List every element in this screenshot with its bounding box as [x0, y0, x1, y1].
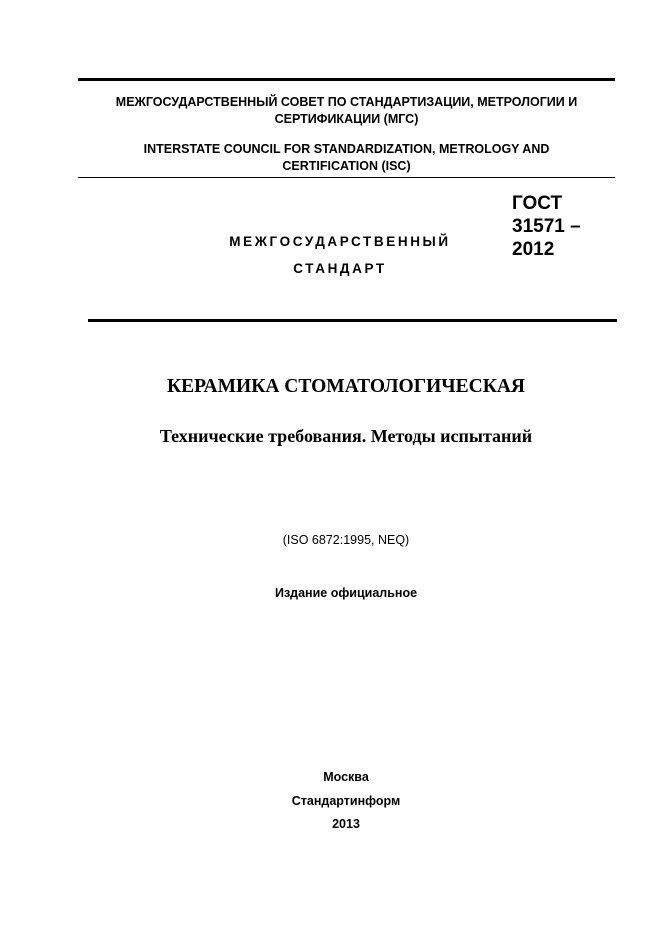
standard-type-label-line-2: СТАНДАРТ [293, 261, 387, 276]
imprint-city: Москва [323, 770, 369, 784]
middle-divider [78, 177, 615, 178]
council-name-russian [78, 94, 615, 128]
council-en-line-1: INTERSTATE COUNCIL FOR STANDARDIZATION, METROLOGY AND [143, 142, 550, 156]
bottom-divider [88, 319, 617, 322]
council-ru-line-2: СЕРТИФИКАЦИИ (МГС) [274, 112, 419, 126]
council-en-line-2: CERTIFICATION (ISC) [282, 159, 411, 173]
document-title: КЕРАМИКА СТОМАТОЛОГИЧЕСКАЯ [166, 376, 525, 397]
top-divider [78, 78, 615, 81]
imprint-year: 2013 [332, 817, 360, 831]
standard-type-label-line-1: МЕЖГОСУДАРСТВЕННЫЙ [229, 234, 451, 249]
gost-designation-line-2: 31571 – [512, 216, 581, 237]
gost-designation-line-3: 2012 [512, 239, 555, 260]
gost-designation-line-1: ГОСТ [512, 193, 563, 214]
iso-reference: (ISO 6872:1995, NEQ) [282, 533, 410, 547]
document-subtitle: Технические требования. Методы испытаний [159, 426, 533, 446]
council-ru-line-1: МЕЖГОСУДАРСТВЕННЫЙ СОВЕТ ПО СТАНДАРТИЗАЦИИ, МЕТРОЛОГИИ И [115, 95, 578, 109]
imprint-publisher: Стандартинформ [291, 794, 401, 808]
edition-label: Издание официальное [274, 586, 418, 600]
council-name-english [78, 141, 615, 175]
